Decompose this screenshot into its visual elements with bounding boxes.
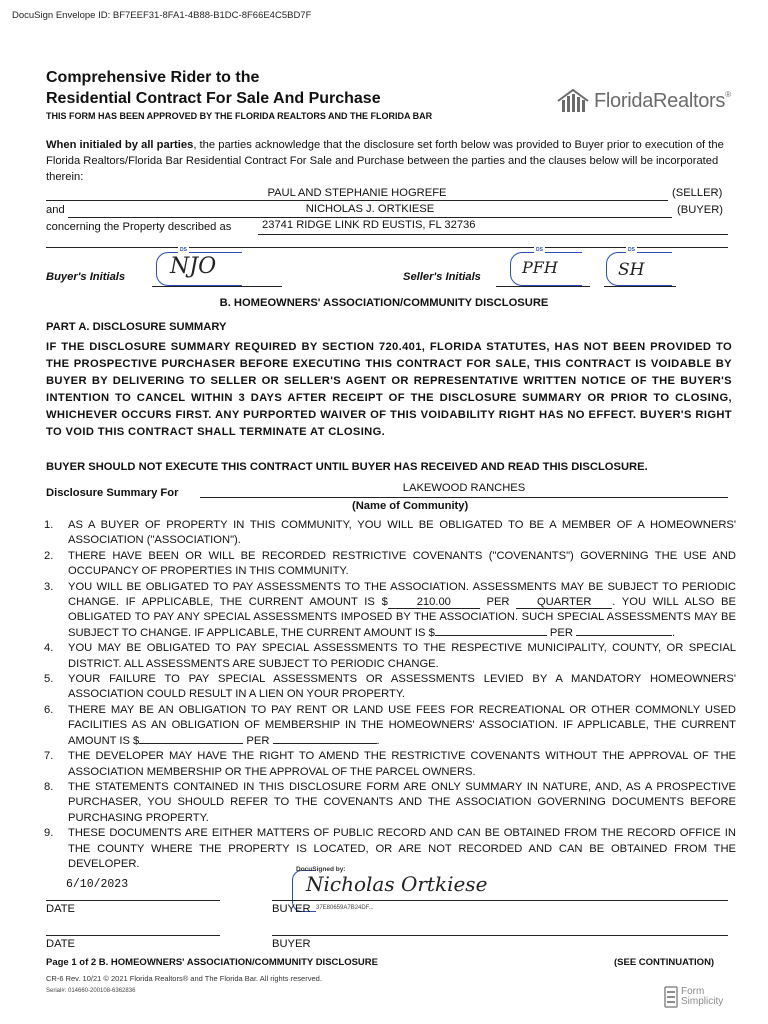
and-label: and [46, 204, 65, 216]
seller-initials-line-1 [496, 286, 590, 287]
date-value[interactable]: 6/10/2023 [66, 878, 129, 891]
special-assessment-period-field[interactable] [576, 635, 672, 636]
property-field[interactable]: 23741 RIDGE LINK RD EUSTIS, FL 32736 [262, 219, 476, 231]
docusign-signature-id: 37E80659A7B24DF... [316, 905, 374, 911]
item-text-part: . [672, 626, 676, 639]
buyer-label-2: BUYER [272, 938, 311, 950]
fs-line1: Form [681, 986, 705, 997]
property-line [258, 234, 728, 235]
special-assessment-amount-field[interactable] [435, 635, 547, 636]
part-a-heading: PART A. DISCLOSURE SUMMARY [46, 321, 227, 333]
item-text-part: . [376, 734, 380, 747]
assessment-amount-field[interactable]: 210.00 [388, 596, 480, 609]
florida-realtors-logo [556, 88, 731, 114]
list-item [40, 780, 736, 826]
logo-text: FloridaRealtors® [594, 89, 731, 112]
item-number: 1. [44, 519, 54, 531]
list-item [40, 826, 736, 872]
item-number: 5. [44, 673, 54, 686]
seller-initials-signature-1[interactable]: PFH [522, 258, 558, 277]
disclosure-items [40, 518, 736, 872]
item-text [68, 703, 736, 749]
date-label-1: DATE [46, 903, 76, 915]
list-item [40, 641, 736, 672]
item-text-part: . YOU WILL ALSO BE OBLIGATED TO PAY ANY SPECIAL ASSESSMENTS IMPOSED BY THE ASSOCIATION. SUCH SPECIAL ASSESSMENTS MAY BE SUBJECT TO CHANGE. IF APPLICABLE, THE CURRENT AMOUNT IS $ [68, 596, 736, 639]
item-number: 7. [44, 750, 54, 763]
list-item [40, 672, 736, 703]
seller-field[interactable]: PAUL AND STEPHANIE HOGREFE [267, 187, 447, 199]
item-number: 8. [44, 780, 54, 793]
form-title-line2: Residential Contract For Sale And Purchase [46, 90, 381, 107]
disclosure-summary-for-label: Disclosure Summary For [46, 487, 179, 499]
footer-serial: Serial#: 014660-200108-6362836 [46, 988, 136, 994]
community-caption: (Name of Community) [352, 500, 469, 512]
item-text: THE DEVELOPER MAY HAVE THE RIGHT TO AMEND THE RESTRICTIVE COVENANTS WITHOUT THE APPROVAL OF THE ASSOCIATION MEMBERSHIP OR THE APPROVAL OF THE PARCEL OWNERS. [68, 750, 736, 778]
item-number: 3. [44, 580, 54, 593]
list-item [40, 749, 736, 780]
community-field[interactable]: LAKEWOOD RANCHES [402, 482, 526, 494]
buyer-signature-line-2 [272, 935, 728, 936]
form-subtitle: THIS FORM HAS BEEN APPROVED BY THE FLORIDA REALTORS AND THE FLORIDA BAR [46, 111, 433, 121]
seller-label: (SELLER) [672, 187, 723, 199]
item-text: THERE HAVE BEEN OR WILL BE RECORDED RESTRICTIVE COVENANTS ("COVENANTS") GOVERNING THE USE AND OCCUPANCY OF PROPERTIES IN THIS COMMUNITY. [68, 549, 736, 578]
intro-paragraph [46, 137, 732, 185]
seller-initials-signature-2[interactable]: SH [618, 260, 645, 280]
buyer-ds-tag: DS [180, 247, 187, 253]
list-item [40, 703, 736, 749]
buyer-signature-line-1 [272, 900, 728, 901]
form-simplicity-icon [664, 986, 678, 1008]
buyers-initials-label: Buyer's Initials [46, 271, 126, 283]
item-text: AS A BUYER OF PROPERTY IN THIS COMMUNITY, YOU WILL BE OBLIGATED TO BE A MEMBER OF A HOMEOWNERS' ASSOCIATION ("ASSOCIATION"). [68, 519, 736, 547]
buyer-initials-line [152, 286, 282, 287]
seller-ds-tag-1: DS [536, 247, 543, 253]
rent-fee-amount-field[interactable] [139, 743, 243, 744]
list-item [40, 518, 736, 549]
list-item [40, 549, 736, 580]
docusign-envelope-id: DocuSign Envelope ID: BF7EEF31-8FA1-4B88-B1DC-8F66E4C5BD7F [12, 10, 312, 21]
intro-bold-lead: When initialed by all parties [46, 139, 194, 151]
list-item [40, 580, 736, 642]
item-number: 2. [44, 549, 54, 562]
date-line-1 [46, 900, 220, 901]
item-text-part: YOU WILL BE OBLIGATED TO PAY ASSESSMENTS TO THE ASSOCIATION. ASSESSMENTS MAY BE SUBJECT TO PERIODIC CHANGE. IF APPLICABLE, THE CURRENT AMOUNT IS $ [68, 580, 736, 609]
item-text: THESE DOCUMENTS ARE EITHER MATTERS OF PUBLIC RECORD AND CAN BE OBTAINED FROM THE RECORD OFFICE IN THE COUNTY WHERE THE PROPERTY IS LOCATED, OR ARE NOT RECORDED AND CAN BE OBTAINED FROM THE DEVELOPER. [68, 827, 736, 870]
community-line [200, 497, 728, 498]
date-line-2 [46, 935, 220, 936]
per-label: PER [243, 734, 273, 747]
footer-form-info: CR-6 Rev. 10/21 © 2021 Florida Realtors® and The Florida Bar. All rights reserved. [46, 974, 322, 983]
section-title: B. HOMEOWNERS' ASSOCIATION/COMMUNITY DISCLOSURE [219, 297, 549, 309]
item-number: 9. [44, 827, 54, 840]
property-label: concerning the Property described as [46, 221, 232, 233]
rent-fee-period-field[interactable] [273, 743, 377, 744]
voidability-warning: IF THE DISCLOSURE SUMMARY REQUIRED BY SECTION 720.401, FLORIDA STATUTES, HAS NOT BEEN PROVIDED TO THE PROSPECTIVE PURCHASER BEFORE EXECUTING THIS CONTRACT FOR SALE, THIS CONTRACT IS VOIDABLE BY BUYER BY DELIVERING TO SELLER OR SELLER'S AGENT OR REPRESENTATIVE WRITTEN NOTICE OF THE BUYER'S INTENTION TO CANCEL WITHIN 3 DAYS AFTER RECEIPT OF THE DISCLOSURE SUMMARY OR PRIOR TO CLOSING, WHICHEVER OCCURS FIRST. ANY PURPORTED WAIVER OF THIS VOIDABILITY RIGHT HAS NO EFFECT. BUYER'S RIGHT TO VOID THIS CONTRACT SHALL TERMINATE AT CLOSING. [46, 341, 732, 438]
footer-page-info: Page 1 of 2 B. HOMEOWNERS' ASSOCIATION/COMMUNITY DISCLOSURE [46, 957, 378, 968]
item-number: 6. [44, 703, 54, 716]
sellers-initials-label: Seller's Initials [403, 271, 481, 283]
buyer-initials-signature[interactable]: NJO [170, 254, 217, 279]
form-simplicity-text [681, 987, 723, 1007]
buyer-should-not-execute: BUYER SHOULD NOT EXECUTE THIS CONTRACT UNTIL BUYER HAS RECEIVED AND READ THIS DISCLOSURE. [46, 461, 648, 473]
form-title-line1: Comprehensive Rider to the [46, 69, 260, 86]
item-text: THE STATEMENTS CONTAINED IN THIS DISCLOSURE FORM ARE ONLY SUMMARY IN NATURE, AND, AS A PROSPECTIVE PURCHASER, YOU SHOULD REFER TO THE COVENANTS AND THE ASSOCIATION GOVERNING DOCUMENTS BEFORE PURCHASING PROPERTY. [68, 780, 736, 824]
fs-line2: Simplicity [681, 996, 724, 1007]
item-text: YOU MAY BE OBLIGATED TO PAY SPECIAL ASSESSMENTS TO THE RESPECTIVE MUNICIPALITY, COUNTY, OR SPECIAL DISTRICT. ALL ASSESSMENTS ARE SUBJECT TO PERIODIC CHANGE. [68, 642, 736, 670]
buyer-signature[interactable]: Nicholas Ortkiese [306, 872, 488, 896]
form-simplicity-logo [664, 986, 723, 1008]
docusigned-by-label: DocuSigned by: [296, 866, 346, 873]
item-number: 4. [44, 642, 54, 655]
seller-initials-line-2 [604, 286, 676, 287]
item-text: YOUR FAILURE TO PAY SPECIAL ASSESSMENTS OR ASSESSMENTS LEVIED BY A MANDATORY HOMEOWNERS' ASSOCIATION COULD RESULT IN A LIEN ON YOUR PROPERTY. [68, 673, 736, 701]
per-label: PER [546, 626, 577, 639]
buyer-line [68, 217, 672, 218]
item-text-part: THERE MAY BE AN OBLIGATION TO PAY RENT OR LAND USE FEES FOR RECREATIONAL OR OTHER COMMONLY USED FACILITIES AS AN OBLIGATION OF MEMBERSHIP IN THE HOMEOWNERS' ASSOCIATION. IF APPLICABLE, THE CURRENT AMOUNT IS $ [68, 703, 736, 747]
assessment-period-field[interactable]: QUARTER [516, 596, 612, 609]
item-text [68, 580, 736, 642]
date-label-2: DATE [46, 938, 76, 950]
intro-text: , the parties acknowledge that the disclosure set forth below was provided to Buyer prior to execution of the Florida Realtors/Florida Bar Residential Contract For Sale and Purchase between the parties and the clauses below will be incorporated therein: [46, 139, 724, 183]
house-logo-icon [556, 88, 590, 114]
per-label: PER [479, 596, 517, 609]
buyer-label-1: BUYER [272, 903, 311, 915]
footer-continuation: (SEE CONTINUATION) [614, 957, 715, 968]
buyer-label: (BUYER) [677, 204, 723, 216]
seller-line [46, 200, 668, 201]
buyer-field[interactable]: NICHOLAS J. ORTKIESE [305, 203, 435, 215]
seller-ds-tag-2: DS [628, 247, 635, 253]
